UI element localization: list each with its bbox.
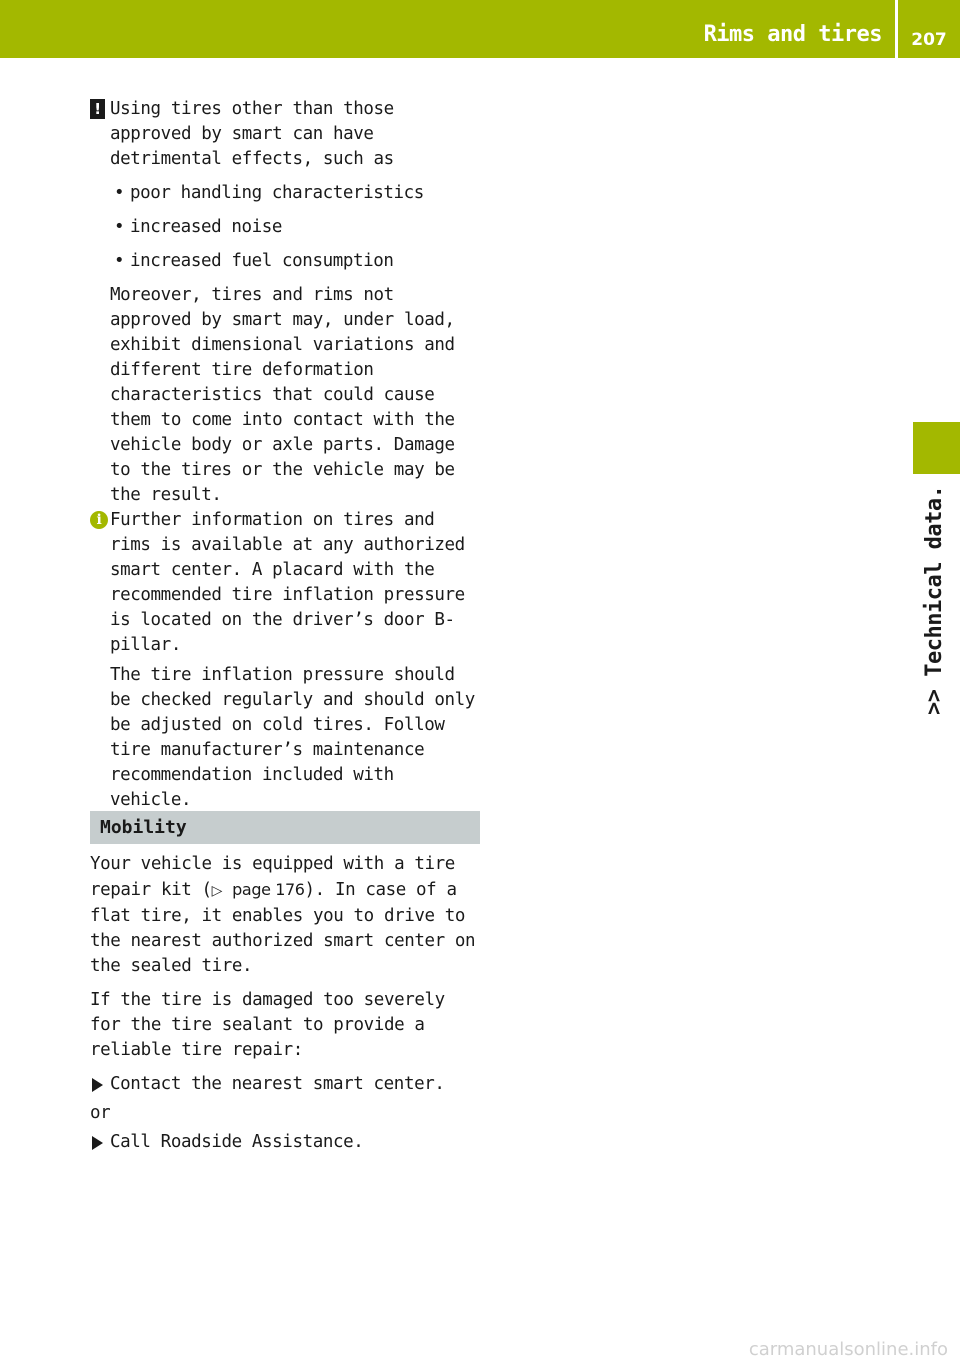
- list-item: • increased fuel consumption: [114, 251, 394, 271]
- warning-intro-text: Using tires other than those approved by smart can have detrimental effects, such as: [110, 99, 394, 169]
- action-arrow-icon: [92, 1136, 103, 1150]
- side-tab-label: >> Technical data.: [922, 486, 947, 716]
- info-paragraph-1-text: Further information on tires and rims is available at any authorized smart center. A placard with the recommended tire inflation pressure is located on the driver’s door B-pillar.: [110, 510, 465, 655]
- list-item: • increased noise: [114, 217, 283, 237]
- mobility-section: [90, 852, 485, 1155]
- action-arrow-icon: [92, 1078, 103, 1092]
- warning-icon: !: [90, 99, 105, 119]
- page-reference-link[interactable]: page 176: [232, 880, 305, 899]
- info-paragraph-2: The tire inflation pressure should be checked regularly and should only be adjusted on cold tires. Follow tire manufacturer’s maintenance recommendation included with vehicle.: [110, 665, 475, 810]
- or-text: or: [90, 1103, 111, 1123]
- page-ref-arrow-icon: ▷: [211, 883, 223, 899]
- header-bar: [0, 0, 960, 58]
- mobility-paragraph-1: Your vehicle is equipped with a tire repair kit (▷ page 176). In case of a flat tire, it enables you to drive to the nearest authorized smart center on the sealed tire.: [90, 854, 476, 976]
- info-block: [90, 508, 485, 813]
- action-step: Contact the nearest smart center.: [90, 1072, 485, 1097]
- page-number: 207: [911, 30, 947, 50]
- watermark: carmanualsonline.info: [748, 1339, 948, 1360]
- header-title: Rims and tires: [703, 22, 882, 47]
- warning-block: [90, 97, 485, 508]
- side-tab-marker: [913, 422, 960, 474]
- section-heading-bar: [90, 811, 480, 844]
- mobility-paragraph-2: If the tire is damaged too severely for the tire sealant to provide a reliable tire repair:: [90, 990, 445, 1060]
- info-icon: i: [90, 511, 108, 529]
- warning-paragraph: Moreover, tires and rims not approved by smart may, under load, exhibit dimensional variations and different tire deformation characteristics that could cause them to come into contact with the vehicle body or axle parts. Damage to the tires or the vehicle may be the result.: [110, 285, 455, 505]
- warning-intro: [90, 97, 485, 172]
- info-paragraph-1: [90, 508, 485, 658]
- list-item: • poor handling characteristics: [114, 183, 424, 203]
- section-heading: Mobility: [100, 817, 187, 838]
- action-step: Call Roadside Assistance.: [90, 1130, 485, 1155]
